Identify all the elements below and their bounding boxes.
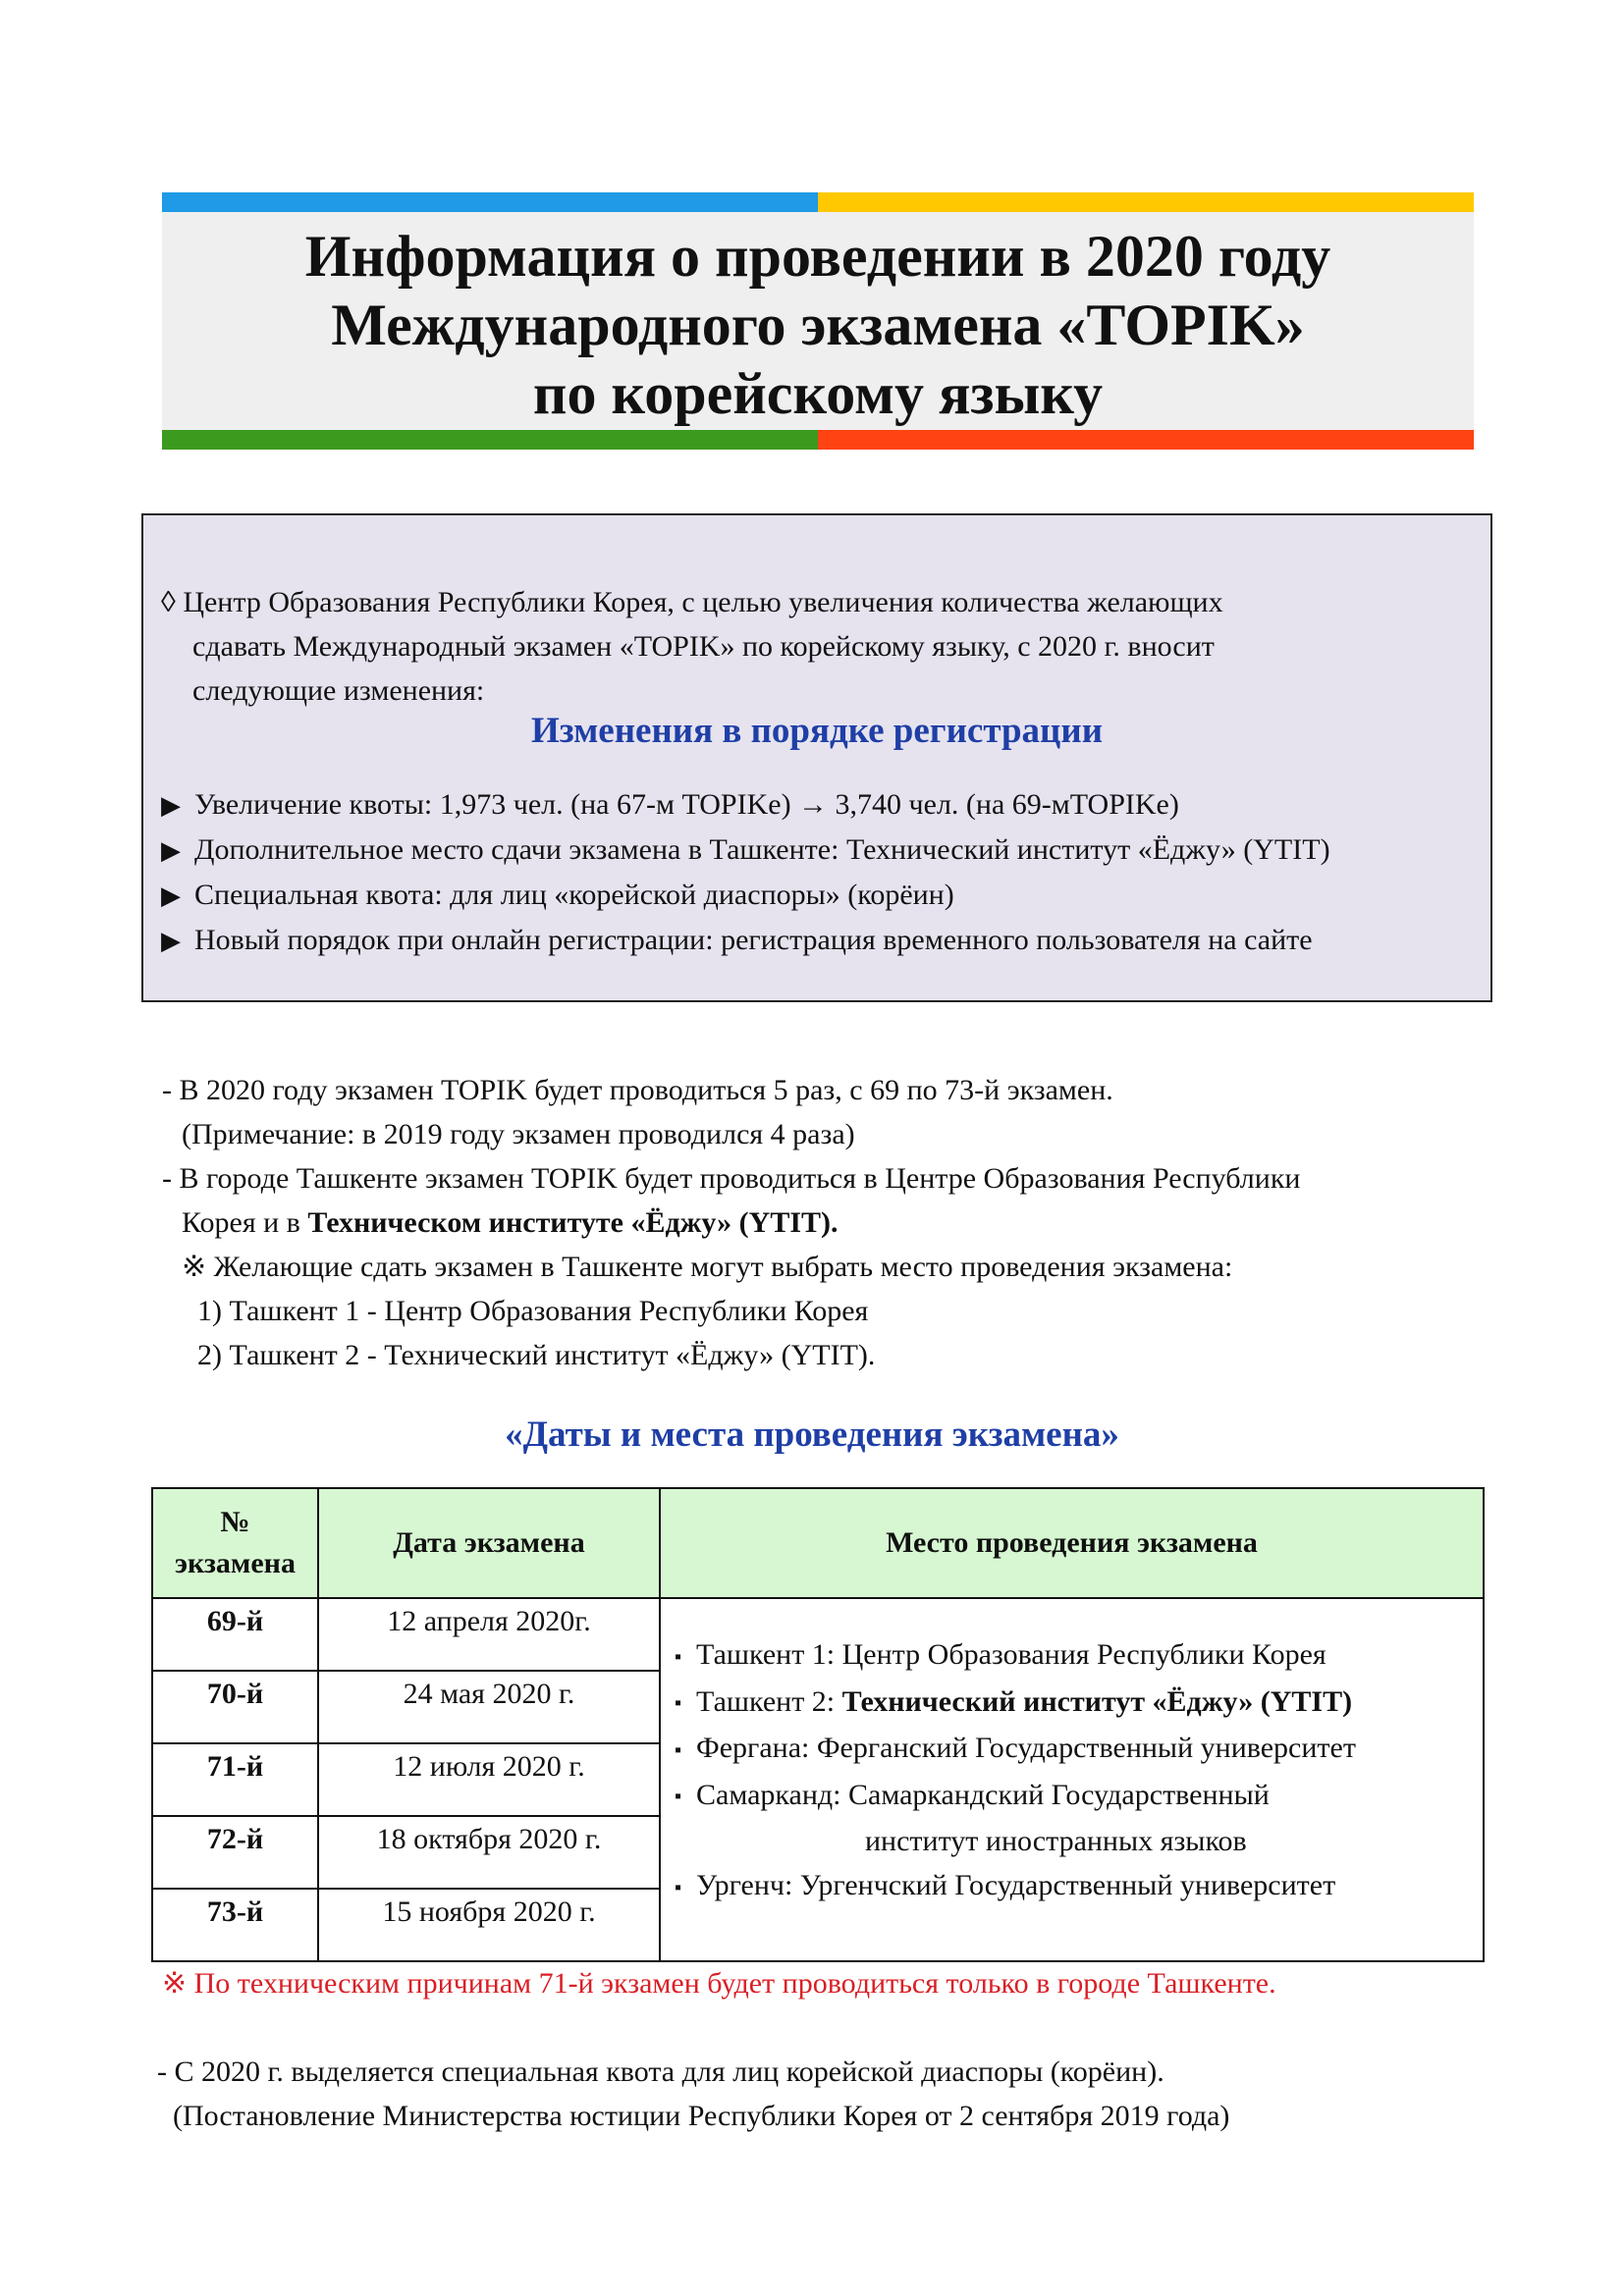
triangle-bullet-icon: ▶ [161, 927, 181, 955]
title-line: по корейскому языку [532, 361, 1104, 426]
header-exam-place: Место проведения экзамена [660, 1488, 1484, 1598]
list-item [161, 828, 1330, 873]
top-right-color-bar [818, 192, 1474, 212]
exam-date-cell: 15 ноября 2020 г. [318, 1889, 660, 1961]
note-line: (Примечание: в 2019 году экзамен проводился 4 раза) [182, 1118, 855, 1150]
place-text: Фергана: Ферганский Государственный университет [696, 1732, 1356, 1765]
square-bullet-icon: ▪ [675, 1877, 682, 1899]
footer-line: (Постановление Министерства юстиции Республики Корея от 2 сентября 2019 года) [173, 2100, 1230, 2132]
exam-date-cell: 24 мая 2020 г. [318, 1671, 660, 1743]
exam-number-cell: 72-й [152, 1816, 318, 1889]
list-item [161, 873, 1330, 918]
triangle-bullet-icon: ▶ [161, 881, 181, 910]
square-bullet-icon: ▪ [675, 1692, 682, 1715]
place-text: Ташкент 2: [696, 1684, 842, 1718]
place-item [675, 1726, 1483, 1773]
bottom-right-color-bar [818, 430, 1474, 450]
triangle-bullet-icon: ▶ [161, 791, 181, 820]
exam-date-cell: 12 июля 2020 г. [318, 1743, 660, 1816]
note-line: 1) Ташкент 1 - Центр Образования Республики Корея [197, 1295, 869, 1327]
warning-note: ※ По техническим причинам 71-й экзамен будет проводиться только в городе Ташкенте. [162, 1967, 1276, 2000]
triangle-bullet-icon: ▶ [161, 836, 181, 865]
square-bullet-icon: ▪ [675, 1738, 682, 1761]
intro-line: сдавать Международный экзамен «TOPIK» по корейскому языку, с 2020 г. вносит [192, 630, 1215, 663]
notes-section [162, 1068, 1300, 1377]
square-bullet-icon: ▪ [675, 1645, 682, 1668]
note-line: - В городе Ташкенте экзамен TOPIK будет проводиться в Центре Образования Республики [162, 1162, 1301, 1195]
schedule-title: «Даты и места проведения экзамена» [505, 1415, 1119, 1455]
list-item-text: Увеличение квоты: 1,973 чел. (на 67-м TOPIKе) → 3,740 чел. (на 69-мTOPIKе) [194, 788, 1179, 821]
footer-notes [157, 2050, 1229, 2138]
exam-date-cell: 12 апреля 2020г. [318, 1598, 660, 1671]
exam-number-cell: 69-й [152, 1598, 318, 1671]
exam-number-cell: 70-й [152, 1671, 318, 1743]
list-item-text: Специальная квота: для лиц «корейской диаспоры» (корёин) [194, 879, 954, 911]
changes-list [161, 782, 1330, 963]
header-exam-date: Дата экзамена [318, 1488, 660, 1598]
list-item-text: Дополнительное место сдачи экзамена в Ташкенте: Технический институт «Ёджу» (YTIT) [194, 833, 1330, 866]
bottom-left-color-bar [162, 430, 818, 450]
exam-date-cell: 18 октября 2020 г. [318, 1816, 660, 1889]
list-item-text: Новый порядок при онлайн регистрации: регистрация временного пользователя на сайте [194, 924, 1313, 956]
note-bold-text: Техническом институте «Ёджу» (YTIT). [307, 1206, 839, 1239]
exam-number-cell: 71-й [152, 1743, 318, 1816]
list-item [161, 782, 1330, 828]
list-item [161, 918, 1330, 963]
note-line: - В 2020 году экзамен TOPIK будет проводиться 5 раз, с 69 по 73-й экзамен. [162, 1074, 1113, 1106]
note-text: Корея и в [182, 1206, 308, 1239]
page-title [162, 222, 1474, 428]
note-line: 2) Ташкент 2 - Технический институт «Ёджу» (YTIT). [197, 1339, 876, 1371]
place-item [675, 1863, 1483, 1910]
title-line: Информация о проведении в 2020 году [304, 224, 1331, 289]
place-item [675, 1773, 1483, 1820]
place-item-continuation [675, 1819, 1483, 1863]
title-line: Международного экзамена «TOPIK» [331, 293, 1305, 357]
place-item [675, 1632, 1483, 1680]
header-text: экзамена [175, 1547, 296, 1579]
header-banner [162, 192, 1474, 450]
changes-box [141, 513, 1492, 1002]
square-bullet-icon: ▪ [675, 1786, 682, 1808]
place-text: Ургенч: Ургенчский Государственный университет [696, 1869, 1336, 1902]
header-text: № [220, 1506, 250, 1538]
exam-places-cell [660, 1598, 1484, 1961]
intro-line: следующие изменения: [192, 674, 485, 707]
table-row [152, 1598, 1484, 1671]
note-line [162, 1201, 1300, 1245]
intro-line: ◊ Центр Образования Республики Корея, с целью увеличения количества желающих [161, 586, 1223, 618]
header-exam-number [152, 1488, 318, 1598]
place-text: Самарканд: Самаркандский Государственный [696, 1778, 1270, 1811]
footer-line: - С 2020 г. выделяется специальная квота для лиц корейской диаспоры (корёин). [157, 2056, 1164, 2088]
place-text: Ташкент 1: Центр Образования Республики Корея [696, 1638, 1326, 1671]
top-left-color-bar [162, 192, 818, 212]
table-header-row [152, 1488, 1484, 1598]
place-item [675, 1680, 1483, 1727]
changes-subtitle: Изменения в порядке регистрации [530, 711, 1104, 751]
place-text: институт иностранных языков [865, 1825, 1247, 1858]
schedule-table [151, 1487, 1485, 1962]
place-bold-text: Технический институт «Ёджу» (YTIT) [841, 1684, 1353, 1718]
note-line: ※ Желающие сдать экзамен в Ташкенте могут выбрать место проведения экзамена: [182, 1251, 1233, 1283]
exam-number-cell: 73-й [152, 1889, 318, 1961]
changes-intro [161, 580, 1477, 713]
